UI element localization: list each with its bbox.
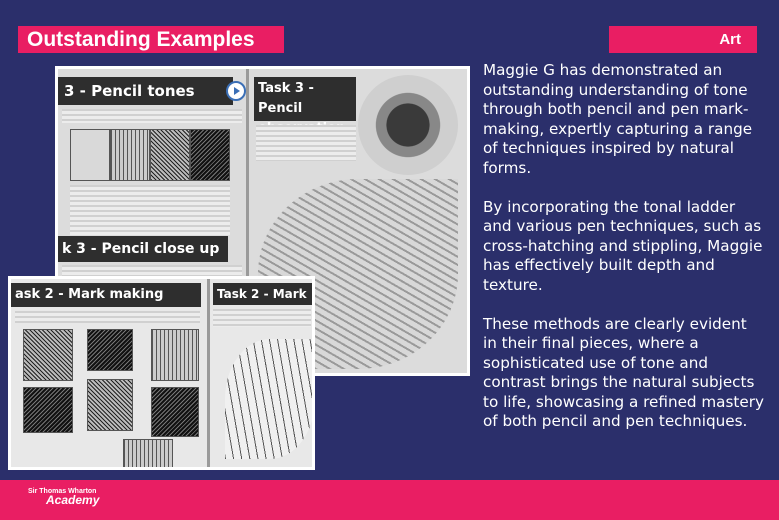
tone-box-1 (70, 129, 110, 181)
description-paragraph-1: Maggie G has demonstrated an outstanding understanding of tone through both pencil and pen mark-making, expertly capturing a range of techniques inspired by natural forms. (483, 61, 753, 177)
subject-badge: Art (609, 26, 757, 53)
monstera-leaf-drawing (225, 339, 315, 459)
photo-heading-mark-making-2: Task 2 - Mark (213, 283, 313, 305)
tone-box-2 (110, 129, 150, 181)
photo-mark-lines-2 (213, 309, 311, 327)
photo-heading-pencil-observation: Task 3 - Pencil (254, 77, 356, 121)
tone-box-3 (150, 129, 190, 181)
footer-bar (0, 480, 779, 520)
tone-box-4 (190, 129, 230, 181)
photo-mark-lines (15, 311, 200, 323)
photo-heading-mark-making: ask 2 - Mark making (11, 283, 201, 307)
tone-row-2 (70, 185, 230, 235)
mark-box-5 (87, 379, 133, 431)
sketchbook-photo-mark-making (8, 276, 315, 470)
mark-box-2 (87, 329, 133, 371)
play-icon (226, 81, 246, 101)
logo-line-1: Sir Thomas Wharton (28, 488, 97, 495)
page-divider (207, 279, 210, 470)
photo-heading-pencil-tones: 3 - Pencil tones (58, 77, 233, 105)
mark-box-4 (23, 387, 73, 433)
photo-instruction-lines (62, 109, 242, 123)
description-text (483, 61, 765, 451)
mark-box-1 (23, 329, 73, 381)
sunflower-drawing (358, 75, 458, 175)
mark-box-6 (151, 387, 199, 437)
school-logo (28, 487, 99, 505)
photo-heading-pencil-close-up: k 3 - Pencil close up (58, 236, 228, 262)
page-title: Outstanding Examples (18, 26, 284, 53)
logo-line-2: Academy (46, 493, 100, 507)
description-paragraph-2: By incorporating the tonal ladder and various pen techniques, such as cross-hatching and stippling, Maggie has effectively built depth and texture. (483, 197, 763, 294)
mark-box-7 (123, 439, 173, 470)
description-paragraph-3: These methods are clearly evident in their final pieces, where a sophisticated use of tone and contrast brings the natural subjects to life, showcasing a refined mastery of both pencil and pen techniques. (483, 314, 764, 430)
photo-observation-lines (256, 125, 356, 161)
mark-box-3 (151, 329, 199, 381)
